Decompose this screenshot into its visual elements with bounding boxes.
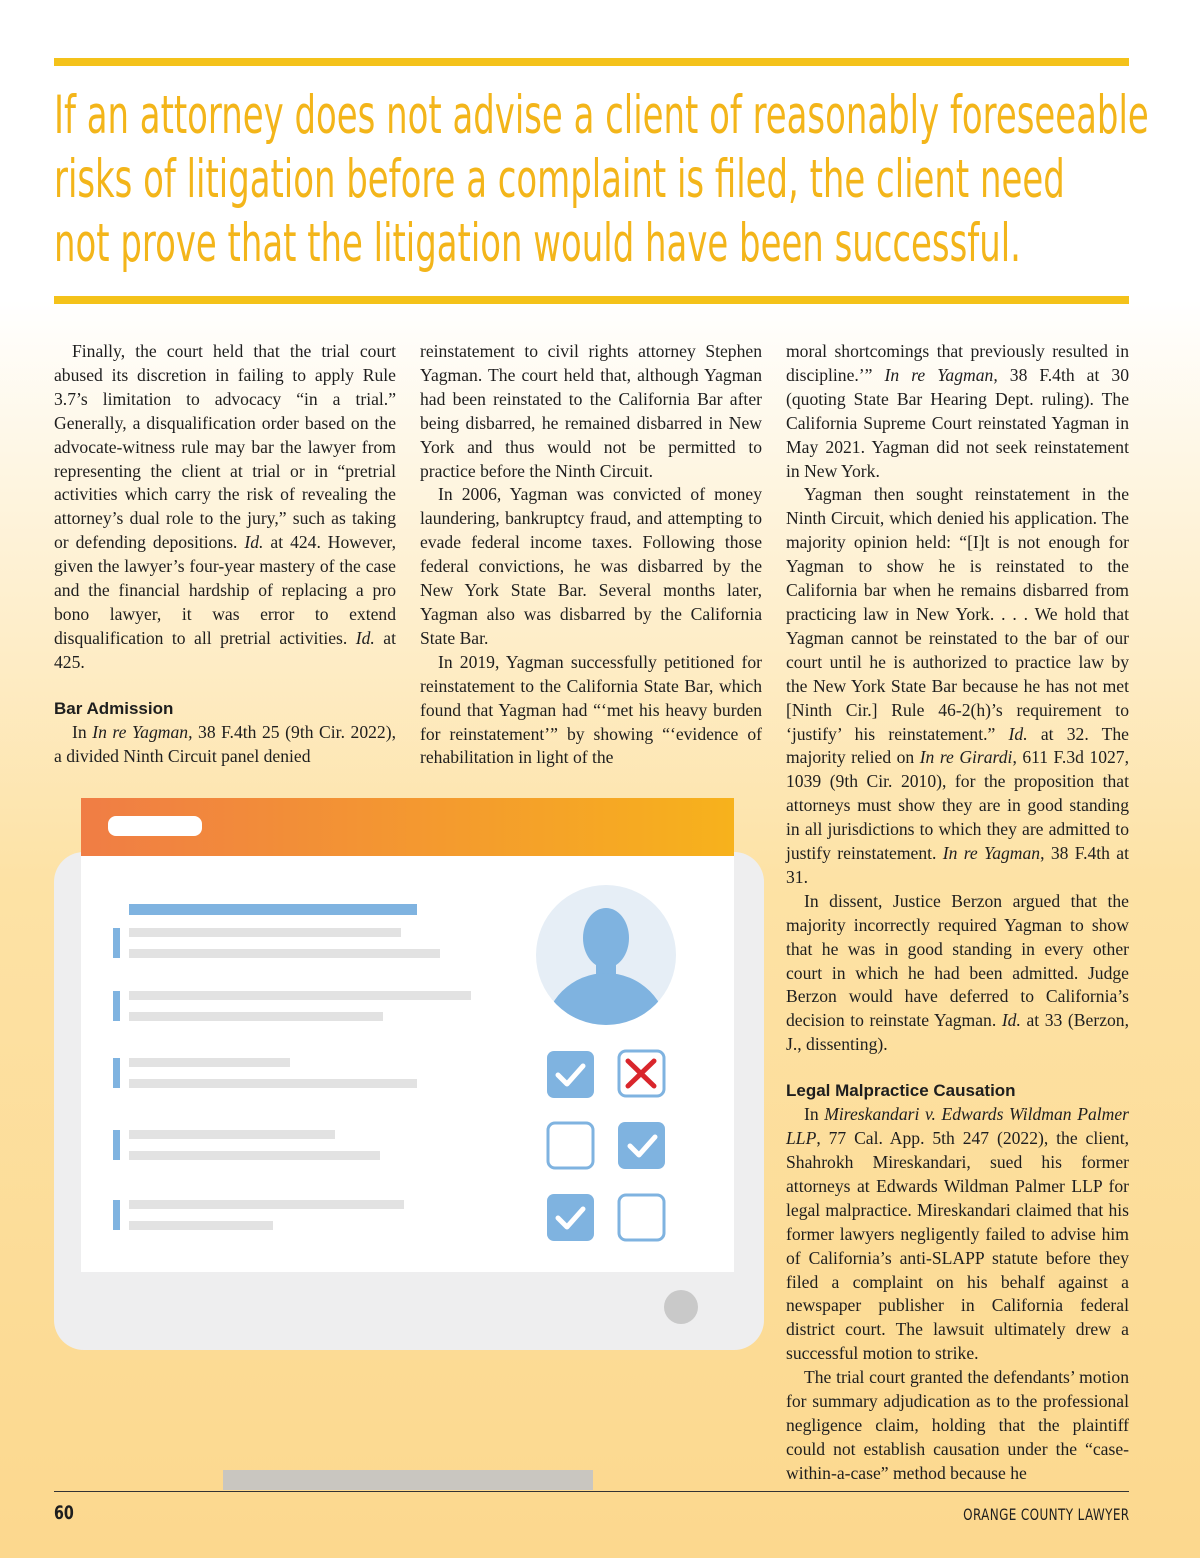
- row-line: [129, 1079, 417, 1088]
- row-line: [129, 1221, 273, 1230]
- device-home-button: [664, 1290, 698, 1324]
- col3-paragraph-2: Yagman then sought reinstatement in the Ninth Circuit, which denied his application. The majority opinion held: “[I]t is not enough for Yagman to show he is reinstated to the California bar when he remains disbarred from practicing law in New York. . . . We hold that Yagman cannot be reinstated to the bar of our court until he is authorized to practice law by the New York State Bar because he has not met [Ninth Cir.] Rule 46-2(h)’s requirement to ‘justify’ his reinstatement.” Id. at 32. The majority relied on In re Girardi, 611 F.3d 1027, 1039 (9th Cir. 2010), for the proposition that attorneys must show they are in good standing in all jurisdictions to which they are admitted to justify reinstatement. In re Yagman, 38 F.4th at 31.: [786, 484, 1129, 887]
- col1-paragraph-1: Finally, the court held that the trial court abused its discretion in failing to apply Rule 3.7’s limitation to advocacy “in a trial.” Generally, a disqualification order based on the advocate-witness rule may bar the lawyer from representing the client at trial or in “pretrial activities which carry the risk of revealing the attorney’s dual role to the jury,” such as taking or defending depositions. Id. at 424. However, given the lawyer’s four-year mastery of the case and the financial hardship of replacing a pro bono lawyer, it was error to extend disqualification to all pretrial activities. Id. at 425.: [54, 341, 396, 672]
- row-marker: [113, 1130, 120, 1160]
- row-marker: [113, 1058, 120, 1088]
- top-rule: [54, 58, 1129, 66]
- section-heading-bar-admission: Bar Admission: [54, 698, 174, 718]
- page-number: 60: [54, 1502, 74, 1524]
- col3-paragraph-1: moral shortcomings that previously resulted in discipline.’” In re Yagman, 38 F.4th at 30 (quoting State Bar Hearing Dept. ruling). The California Supreme Court reinstated Yagman in May 2021. Yagman did not seek reinstatement in New York.: [786, 341, 1130, 481]
- checkbox-checked-icon: [547, 1051, 594, 1098]
- col3-paragraph-4: In Mireskandari v. Edwards Wildman Palmer LLP, 77 Cal. App. 5th 247 (2022), the client, Shahrokh Mireskandari, sued his former attorneys at Edwards Wildman Palmer LLP for legal malpractice. Mireskandari claimed that his former lawyers negligently failed to advise him of California’s anti-SLAPP statute before they filed a complaint on his behalf against a newspaper publisher in California federal district court. The lawsuit ultimately drew a successful motion to strike.: [786, 1104, 1129, 1364]
- checkbox-checked-icon: [618, 1122, 665, 1169]
- pull-quote-line-1: If an attorney does not advise a client of reasonably foreseeable: [54, 85, 1149, 146]
- window-address-pill: [108, 816, 202, 836]
- row-line: [129, 928, 401, 937]
- form-heading-bar: [129, 904, 417, 915]
- col2-paragraph-3: In 2019, Yagman successfully petitioned for reinstatement to the California State Bar, which found that Yagman had “‘met his heavy burden for reinstatement’” by showing “‘evidence of rehabilitation in light of the: [420, 651, 762, 768]
- checkbox-empty-icon: [548, 1123, 593, 1168]
- checkbox-checked-icon: [547, 1194, 594, 1241]
- checkbox-x-icon: [619, 1051, 664, 1096]
- row-line: [129, 991, 471, 1000]
- profile-form-illustration: [48, 790, 768, 1500]
- footer-rule: [54, 1491, 1129, 1492]
- pull-quote-line-3: not prove that the litigation would have been successful.: [54, 213, 1021, 274]
- magazine-name: ORANGE COUNTY LAWYER: [963, 1505, 1130, 1524]
- row-line: [129, 1012, 383, 1021]
- column-1: [54, 340, 396, 769]
- col3-paragraph-5: The trial court granted the defendants’ motion for summary adjudication as to the professional negligence claim, holding that the plaintiff could not establish causation under the “case-within-a-case” method because he: [786, 1367, 1129, 1483]
- column-3: [786, 340, 1129, 1486]
- row-line: [129, 1058, 290, 1067]
- col3-paragraph-3: In dissent, Justice Berzon argued that the majority incorrectly required Yagman to show that he was in good standing in every other court in which he had been admitted. Judge Berzon would have deferred to California’s decision to reinstate Yagman. Id. at 33 (Berzon, J., dissenting).: [786, 890, 1129, 1055]
- row-marker: [113, 928, 120, 958]
- section-heading-legal-malpractice: Legal Malpractice Causation: [786, 1081, 1016, 1101]
- row-line: [129, 949, 440, 958]
- bottom-rule: [54, 296, 1129, 304]
- row-marker: [113, 1200, 120, 1230]
- checkbox-empty-icon: [619, 1195, 664, 1240]
- row-marker: [113, 991, 120, 1021]
- row-line: [129, 1151, 380, 1160]
- col2-paragraph-1: reinstatement to civil rights attorney Stephen Yagman. The court held that, although Yagman had been reinstated to the California Bar after being disbarred, he remained disbarred in New York and thus would not be permitted to practice before the Ninth Circuit.: [420, 341, 762, 481]
- pull-quote: [54, 84, 1149, 276]
- row-line: [129, 1130, 335, 1139]
- col1-paragraph-2: In In re Yagman, 38 F.4th 25 (9th Cir. 2022), a divided Ninth Circuit panel denied: [54, 721, 396, 766]
- row-line: [129, 1200, 404, 1209]
- col2-paragraph-2: In 2006, Yagman was convicted of money laundering, bankruptcy fraud, and attempting to evade federal income taxes. Following those federal convictions, he was disbarred by the New York State Bar. Several months later, Yagman also was disbarred by the California State Bar.: [420, 484, 762, 648]
- column-2: [420, 340, 762, 770]
- pull-quote-line-2: risks of litigation before a complaint is filed, the client need: [54, 149, 1065, 210]
- stand-shadow: [223, 1470, 593, 1490]
